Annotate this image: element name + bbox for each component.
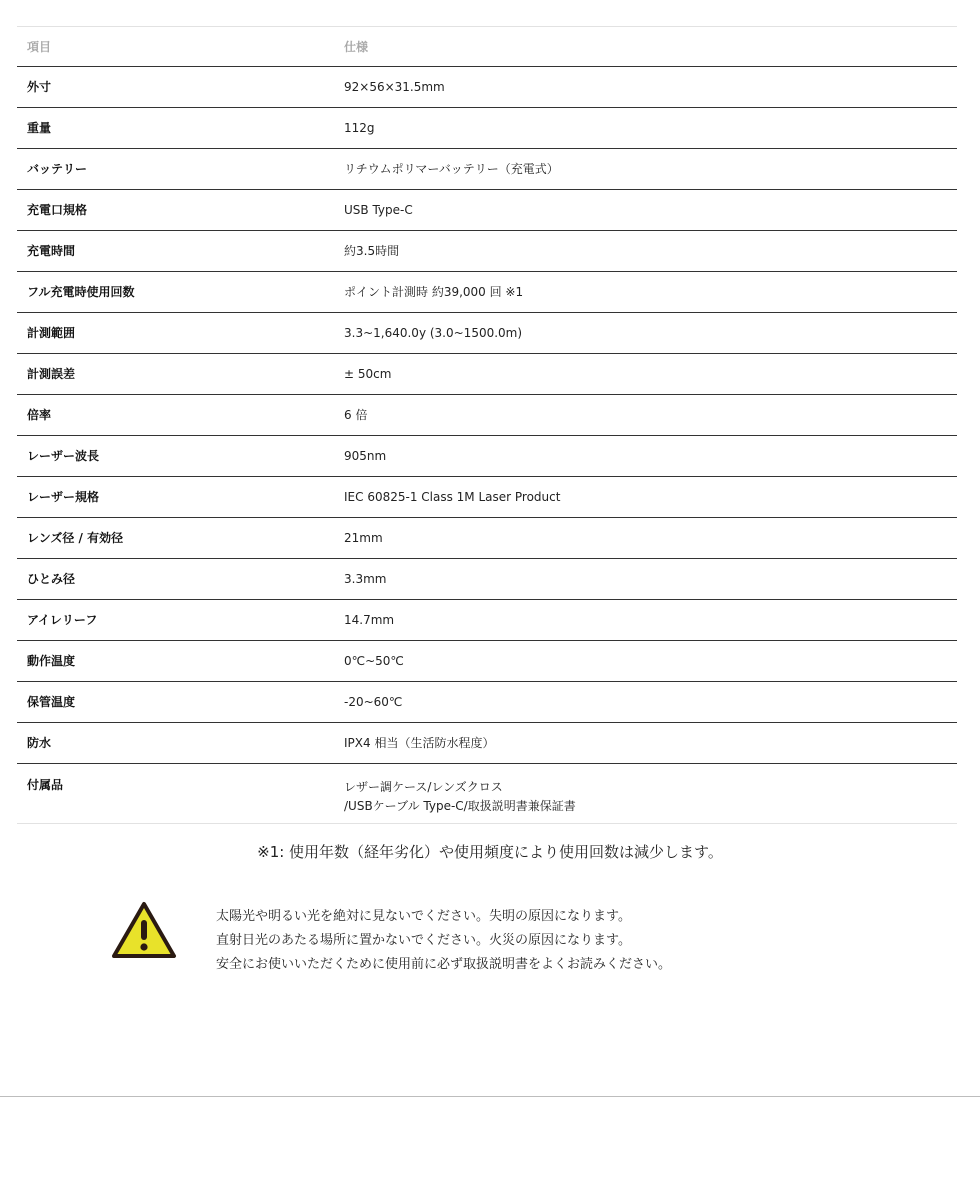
spec-item-value: IEC 60825-1 Class 1M Laser Product (334, 477, 957, 518)
spec-item-value: IPX4 相当（生活防水程度） (334, 723, 957, 764)
spec-row (17, 477, 957, 518)
spec-row (17, 518, 957, 559)
spec-item-label: 動作温度 (17, 641, 334, 682)
spec-item-value: ポイント計測時 約39,000 回 ※1 (334, 272, 957, 313)
spec-item-value: 0℃~50℃ (334, 641, 957, 682)
spec-item-value: USB Type-C (334, 190, 957, 231)
spec-row (17, 272, 957, 313)
spec-item-label: 計測誤差 (17, 354, 334, 395)
spec-row (17, 149, 957, 190)
spec-row (17, 313, 957, 354)
spec-item-label: 充電時間 (17, 231, 334, 272)
warning-line: 直射日光のあたる場所に置かないでください。火災の原因になります。 (216, 933, 631, 948)
spec-item-label: アイレリーフ (17, 600, 334, 641)
spec-item-value: 3.3mm (334, 559, 957, 600)
spec-item-label: 付属品 (27, 778, 64, 792)
spec-item-label: 防水 (17, 723, 334, 764)
spec-item-value: 905nm (334, 436, 957, 477)
warning-line: 太陽光や明るい光を絶対に見ないでください。失明の原因になります。 (216, 909, 631, 924)
spec-item-label: バッテリー (17, 149, 334, 190)
spec-item-label: 計測範囲 (17, 313, 334, 354)
spec-row (17, 682, 957, 723)
spec-item-label: ひとみ径 (17, 559, 334, 600)
bottom-divider (0, 1096, 980, 1097)
header-item: 項目 (17, 27, 334, 67)
spec-item-label: レーザー波長 (17, 436, 334, 477)
header-row (17, 27, 957, 67)
spec-item-label: 保管温度 (17, 682, 334, 723)
spec-row (17, 395, 957, 436)
spec-item-value: 14.7mm (334, 600, 957, 641)
spec-item-value: 6 倍 (334, 395, 957, 436)
warning-triangle-icon (111, 900, 177, 960)
spec-row (17, 190, 957, 231)
spec-item-label: 倍率 (17, 395, 334, 436)
spec-row (17, 354, 957, 395)
spec-item-value: 21mm (334, 518, 957, 559)
header-spec: 仕様 (334, 27, 957, 67)
spec-item-label: 重量 (17, 108, 334, 149)
spec-item-value: -20~60℃ (334, 682, 957, 723)
spec-table (17, 26, 957, 824)
spec-row (17, 723, 957, 764)
spec-row (17, 559, 957, 600)
spec-item-value: ± 50cm (334, 354, 957, 395)
spec-table-body (17, 67, 957, 824)
footnote: ※1: 使用年数（経年劣化）や使用頻度により使用回数は減少します。 (257, 843, 723, 861)
spec-row (17, 67, 957, 108)
spec-table-header (17, 27, 957, 67)
spec-item-label: 外寸 (17, 67, 334, 108)
spec-item-value: 92×56×31.5mm (334, 67, 957, 108)
spec-item-value: 約3.5時間 (334, 231, 957, 272)
warning-line: 安全にお使いいただくために使用前に必ず取扱説明書をよくお読みください。 (216, 957, 672, 972)
spec-item-label: レンズ径 / 有効径 (17, 518, 334, 559)
warning-text (216, 905, 916, 977)
spec-row (17, 600, 957, 641)
spec-row (17, 436, 957, 477)
spec-item-label: 充電口規格 (17, 190, 334, 231)
spec-row (17, 108, 957, 149)
spec-item-label: フル充電時使用回数 (17, 272, 334, 313)
spec-item-value: 3.3~1,640.0y (3.0~1500.0m) (334, 313, 957, 354)
spec-row (17, 231, 957, 272)
spec-item-value: レザー調ケース/レンズクロス /USBケーブル Type-C/取扱説明書兼保証書 (344, 780, 576, 813)
spec-row (17, 641, 957, 682)
spec-item-value: 112g (334, 108, 957, 149)
spec-item-label: レーザー規格 (17, 477, 334, 518)
spec-row (17, 764, 957, 824)
spec-item-value: リチウムポリマーバッテリー（充電式） (334, 149, 957, 190)
